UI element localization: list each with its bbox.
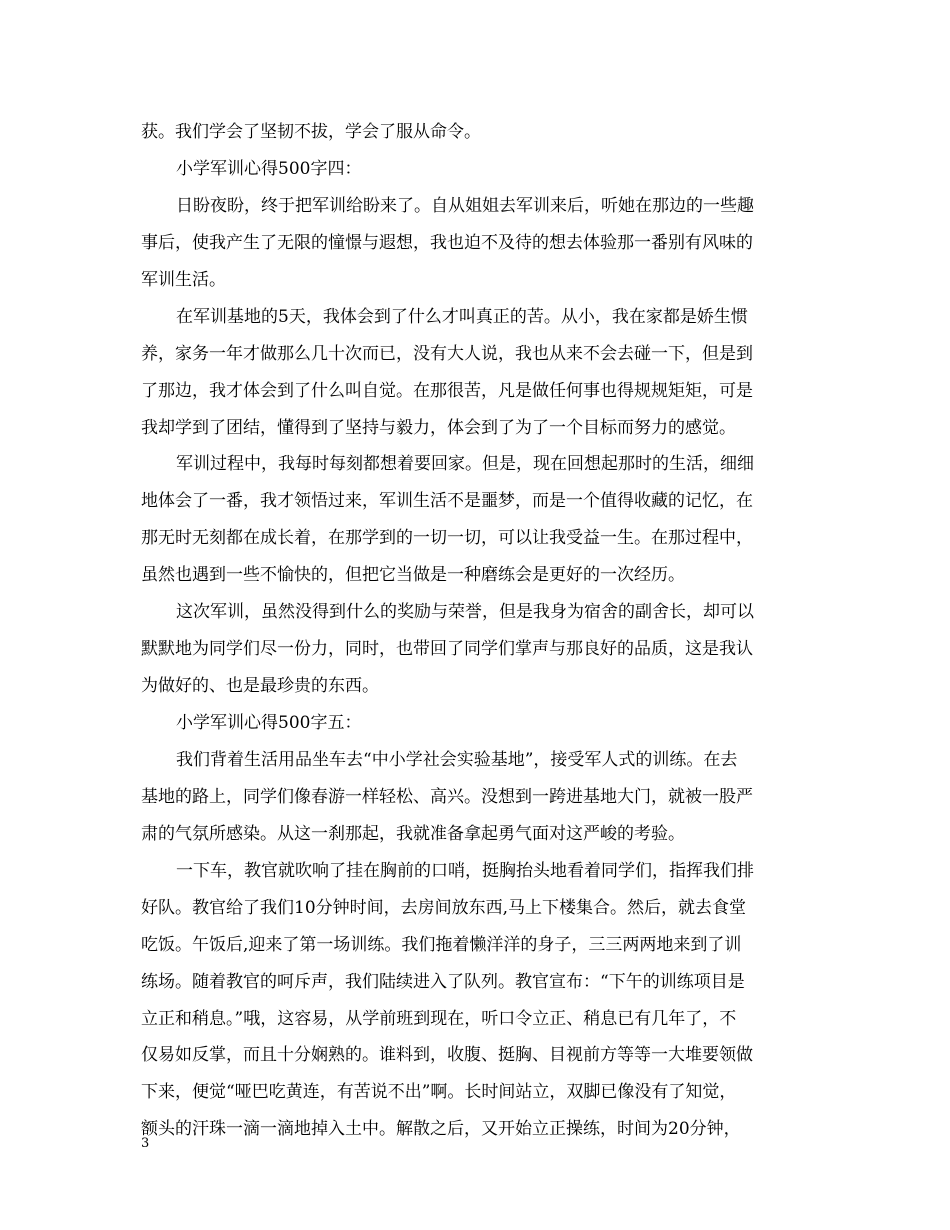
page-number: 3 bbox=[141, 1136, 150, 1151]
text-line: 虽然也遇到一些不愉快的，但把它当做是一种磨练会是更好的一次经历。 bbox=[141, 565, 685, 586]
text-line: 仅易如反掌，而且十分娴熟的。谁料到，收腹、挺胸、目视前方等等一大堆要领做 bbox=[141, 1045, 753, 1066]
text-line: 在军训基地的5天，我体会到了什么才叫真正的苦。从小，我在家都是娇生惯 bbox=[176, 306, 748, 327]
text-line: 基地的路上，同学们像春游一样轻松、高兴。没想到一跨进基地大门，就被一股严 bbox=[141, 786, 753, 807]
text-line: 下来，便觉“哑巴吃黄连，有苦说不出”啊。长时间站立，双脚已像没有了知觉， bbox=[141, 1082, 737, 1103]
text-line: 养，家务一年才做那么几十次而已，没有大人说，我也从来不会去碰一下，但是到 bbox=[141, 343, 753, 364]
text-line: 我们背着生活用品坐车去“中小学社会实验基地”，接受军人式的训练。在去 bbox=[176, 749, 738, 770]
text-line: 军训过程中，我每时每刻都想着要回家。但是，现在回想起那时的生活，细细 bbox=[176, 454, 754, 475]
text-line: 那无时无刻都在成长着，在那学到的一切一切，可以让我受益一生。在那过程中， bbox=[141, 528, 753, 549]
text-line: 练场。随着教官的呵斥声，我们陆续进入了队列。教官宣布：“下午的训练项目是 bbox=[141, 971, 745, 992]
text-line: 地体会了一番，我才领悟过来，军训生活不是噩梦，而是一个值得收藏的记忆，在 bbox=[141, 491, 753, 512]
text-line: 了那边，我才体会到了什么叫自觉。在那很苦，凡是做任何事也得规规矩矩，可是 bbox=[141, 380, 753, 401]
text-line: 小学军训心得500字五： bbox=[176, 713, 362, 733]
text-line: 日盼夜盼，终于把军训给盼来了。自从姐姐去军训来后，听她在那边的一些趣 bbox=[176, 195, 754, 216]
text-line: 事后，使我产生了无限的憧憬与遐想，我也迫不及待的想去体验那一番别有风味的 bbox=[141, 232, 753, 253]
text-line: 默默地为同学们尽一份力，同时，也带回了同学们掌声与那良好的品质，这是我认 bbox=[141, 639, 753, 660]
text-line: 为做好的、也是最珍贵的东西。 bbox=[141, 676, 379, 697]
text-line: 额头的汗珠一滴一滴地掉入土中。解散之后，又开始立正操练，时间为20分钟， bbox=[141, 1119, 741, 1140]
text-line: 立正和稍息。”哦，这容易，从学前班到现在，听口令立正、稍息已有几年了，不 bbox=[141, 1008, 737, 1029]
text-line: 获。我们学会了坚韧不拔，学会了服从命令。 bbox=[141, 122, 481, 142]
text-line: 小学军训心得500字四： bbox=[176, 158, 362, 179]
text-line: 军训生活。 bbox=[141, 269, 226, 290]
text-line: 好队。教官给了我们10分钟时间，去房间放东西,马上下楼集合。然后，就去食堂 bbox=[141, 897, 747, 918]
text-line: 这次军训，虽然没得到什么的奖励与荣誉，但是我身为宿舍的副舍长，却可以 bbox=[176, 602, 754, 623]
text-line: 吃饭。午饭后,迎来了第一场训练。我们拖着懒洋洋的身子，三三两两地来到了训 bbox=[141, 934, 742, 955]
text-line: 一下车，教官就吹响了挂在胸前的口哨，挺胸抬头地看着同学们，指挥我们排 bbox=[176, 860, 754, 881]
text-line: 我却学到了团结，懂得到了坚持与毅力，体会到了为了一个目标而努力的感觉。 bbox=[141, 417, 736, 438]
text-line: 肃的气氛所感染。从这一刹那起，我就准备拿起勇气面对这严峻的考验。 bbox=[141, 823, 685, 844]
body-text bbox=[141, 114, 813, 1148]
